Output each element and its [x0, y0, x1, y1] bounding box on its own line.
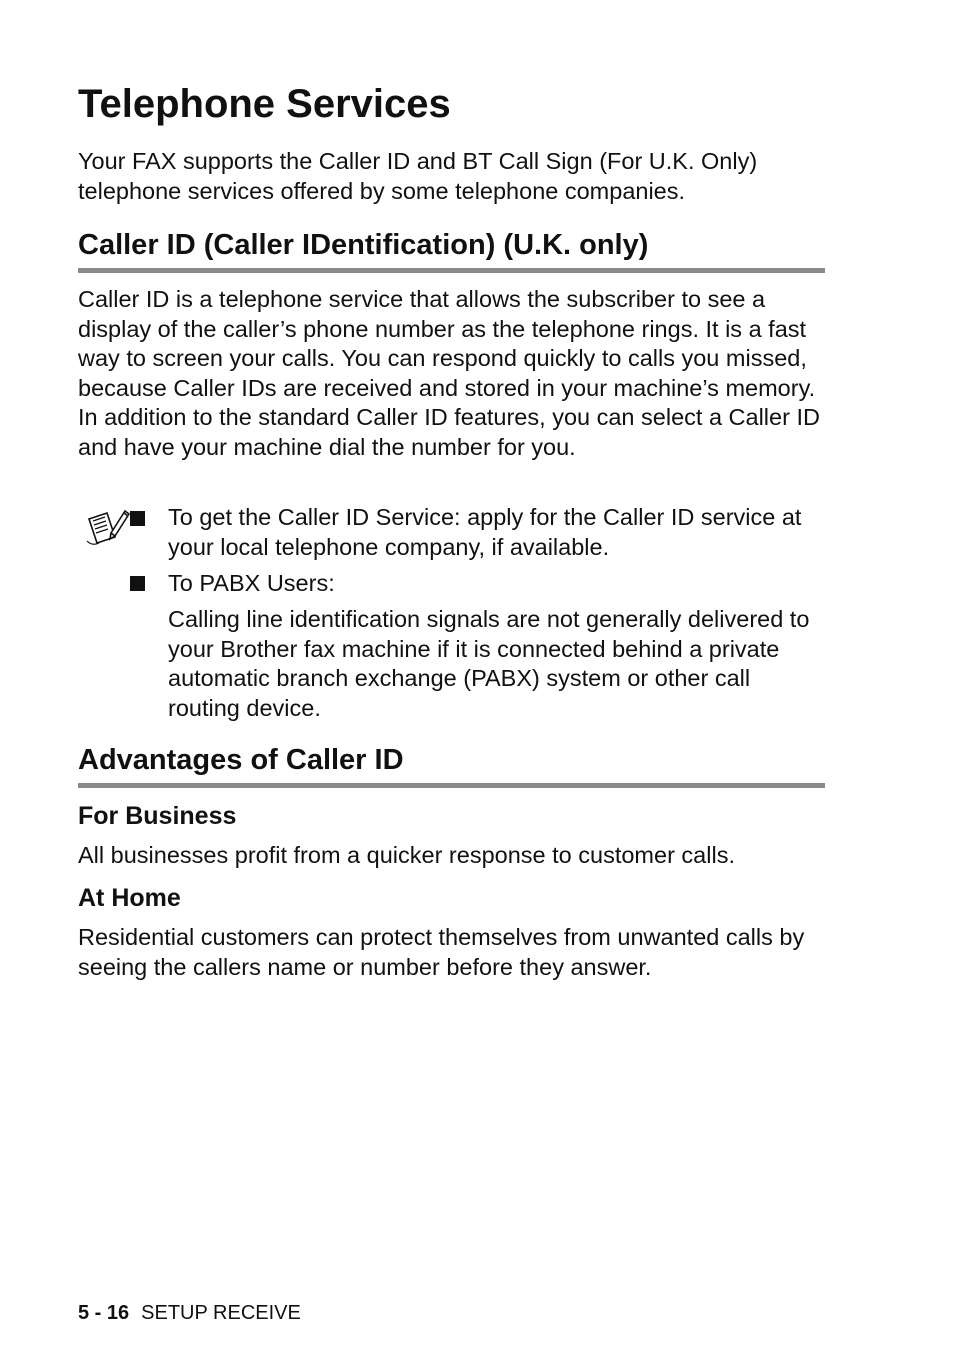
caller-id-heading-rule: [78, 268, 825, 273]
page-footer: [78, 1300, 301, 1326]
note-item-pabx-users: To PABX Users:: [168, 570, 335, 596]
caller-id-paragraph: Caller ID is a telephone service that allows the subscriber to see a display of the caller’s phone number as the telephone rings. It is a fast way to screen your calls. You can respond quickly to calls you missed, because Caller IDs are received and stored in your machine’s memory. In addition to the standard Caller ID features, you can select a Caller ID and have your machine dial the number for you.: [78, 286, 820, 460]
intro-paragraph: Your FAX supports the Caller ID and BT Call Sign (For U.K. Only) telephone services offered by some telephone companies.: [78, 148, 758, 204]
advantages-heading-rule: [78, 783, 825, 788]
bullet-square: [130, 576, 145, 591]
note-item-caller-id-service: To get the Caller ID Service: apply for the Caller ID service at your local telephone company, if available.: [168, 504, 802, 560]
for-business-heading: For Business: [78, 802, 237, 830]
for-business-paragraph: All businesses profit from a quicker response to customer calls.: [78, 842, 735, 868]
footer-section: SETUP RECEIVE: [141, 1302, 301, 1324]
advantages-heading: Advantages of Caller ID: [78, 744, 404, 776]
page-title: Telephone Services: [78, 82, 451, 126]
page-number: 5 - 16: [78, 1302, 130, 1324]
at-home-heading: At Home: [78, 884, 181, 912]
bullet-square: [130, 511, 145, 526]
at-home-paragraph: Residential customers can protect themselves from unwanted calls by seeing the callers name or number before they answer.: [78, 924, 805, 980]
caller-id-heading: Caller ID (Caller IDentification) (U.K. only): [78, 229, 649, 261]
note-item-pabx-detail: Calling line identification signals are not generally delivered to your Brother fax machine if it is connected behind a private automatic branch exchange (PABX) system or other call routing device.: [168, 606, 810, 721]
note-pencil-icon: [85, 505, 131, 549]
